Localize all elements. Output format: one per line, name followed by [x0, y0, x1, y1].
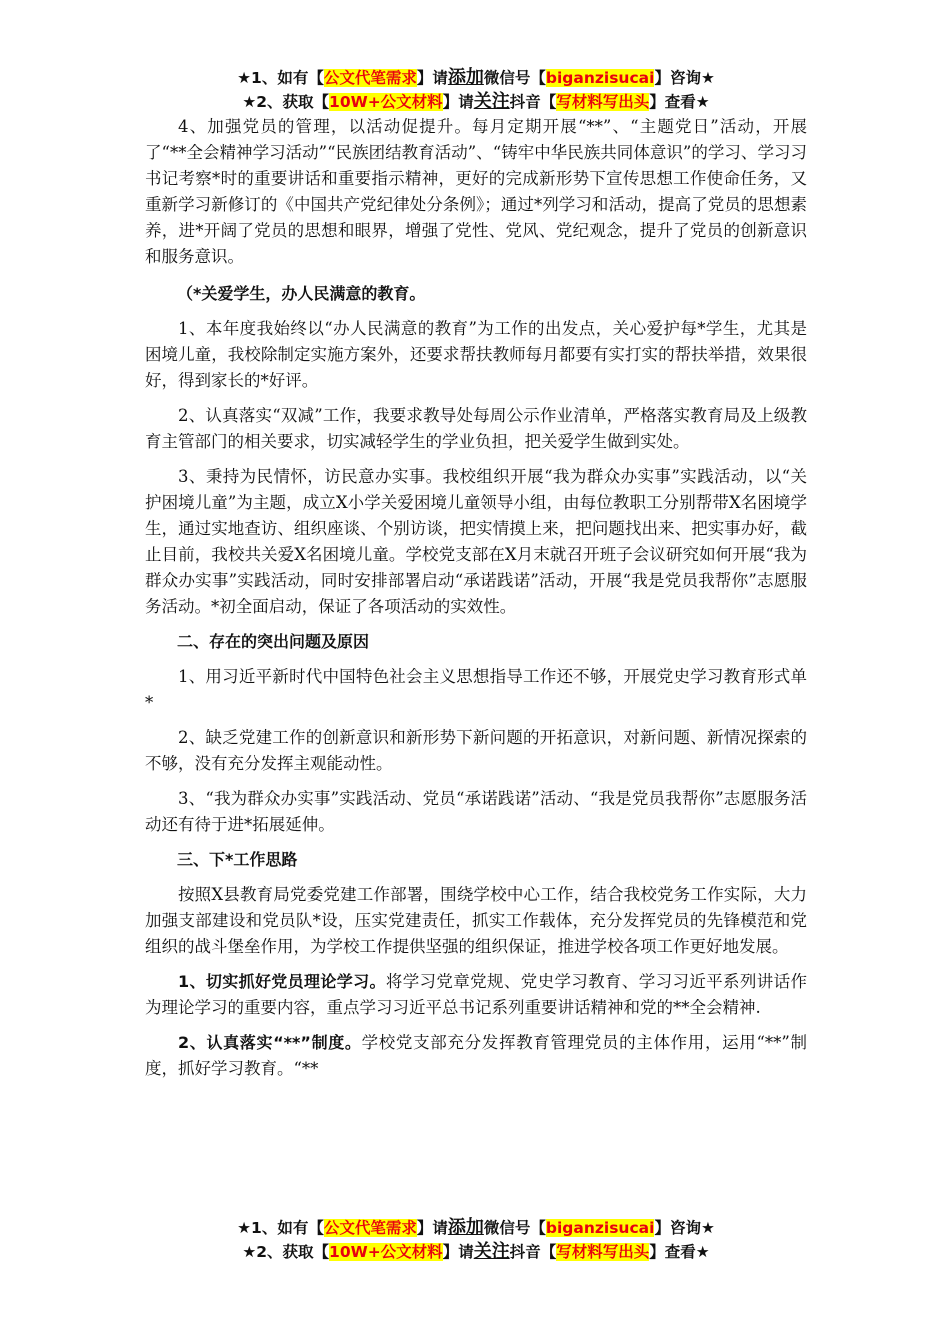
- paragraph: [145, 969, 807, 1021]
- promo-underline: 添加: [447, 67, 484, 88]
- paragraph: 2、缺乏党建工作的创新意识和新形势下新问题的开拓意识，对新问题、新情况探索的不够，没有充分发挥主观能动性。: [145, 728, 807, 773]
- promo-underline: 关注: [473, 1241, 510, 1262]
- paragraph: 1、本年度我始终以“办人民满意的教育”为工作的出发点，关心爱护每*学生，尤其是困境儿童，我校除制定实施方案外，还要求帮扶教师每月都要有实打实的帮扶举措，效果很好，得到家长的*好评。: [145, 319, 807, 390]
- paragraph: 3、秉持为民情怀，访民意办实事。我校组织开展“我为群众办实事”实践活动，以“关护困境儿童”为主题，成立X小学关爱困境儿童领导小组，由每位教职工分别帮带X名困境学生，通过实地查访、组织座谈、个别访谈，把实情摸上来，把问题找出来、把实事办好，截止目前，我校共关爱X名困境儿童。学校党支部在X月末就召开班子会议研究如何开展“我为群众办实事”实践活动，同时安排部署启动“承诺践诺”活动，开展“我是党员我帮你”志愿服务活动。*初全面启动，保证了各项活动的实效性。: [145, 467, 807, 616]
- paragraph: 按照X县教育局党委党建工作部署，围绕学校中心工作，结合我校党务工作实际，大力加强支部建设和党员队*设，压实党建责任，抓实工作载体，充分发挥党员的先锋模范和党组织的战斗堡垒作用，为学校工作提供坚强的组织保证，推进学校各项工作更好地发展。: [145, 885, 807, 956]
- promo-text: ★2、获取【: [242, 1243, 330, 1261]
- promo-banner-top: [145, 66, 807, 114]
- promo-underline: 关注: [473, 91, 510, 112]
- paragraph: 2、认真落实“双减”工作，我要求教导处每周公示作业清单，严格落实教育局及上级教育主管部门的相关要求，切实减轻学生的学业负担，把关爱学生做到实处。: [145, 406, 807, 451]
- promo-text: 】请: [416, 69, 448, 87]
- promo-text: 】查看★: [649, 93, 710, 111]
- promo-line-1: [145, 66, 807, 90]
- paragraph-lead: 1、切实抓好党员理论学习。: [178, 972, 386, 991]
- promo-highlight: biganzisucai: [545, 69, 655, 87]
- promo-text: 】咨询★: [654, 69, 715, 87]
- paragraph-body: 将学习党章党规、党史学习教育、学习习近平系列讲话作为理论学习的重要内容，重点学习习近平总书记系列重要讲话精神和党的**全会精神.: [145, 972, 807, 1017]
- promo-highlight: 写材料写出头: [556, 93, 650, 111]
- promo-line-1: [145, 1216, 807, 1240]
- promo-highlight: 10W+公文材料: [329, 1243, 443, 1261]
- promo-text: 抖音【: [509, 1243, 557, 1261]
- paragraph: 3、“我为群众办实事”实践活动、党员“承诺践诺”活动、“我是党员我帮你”志愿服务活动还有待于进*拓展延伸。: [145, 789, 807, 834]
- document-body: [145, 114, 807, 1082]
- promo-text: ★1、如有【: [237, 1219, 324, 1237]
- promo-text: ★1、如有【: [237, 69, 324, 87]
- promo-highlight: 10W+公文材料: [329, 93, 443, 111]
- paragraph-body: 学校党支部充分发挥教育管理党员的主体作用，运用“**”制度，抓好学习教育。“**: [145, 1033, 808, 1078]
- promo-highlight: 写材料写出头: [556, 1243, 650, 1261]
- promo-text: 微信号【: [483, 69, 546, 87]
- promo-text: 】查看★: [649, 1243, 710, 1261]
- promo-underline: 添加: [447, 1217, 484, 1238]
- promo-line-2: [145, 90, 807, 114]
- promo-line-2: [145, 1240, 807, 1264]
- section-heading: 二、存在的突出问题及原因: [177, 632, 370, 651]
- promo-text: 】请: [416, 1219, 448, 1237]
- promo-text: 】咨询★: [654, 1219, 715, 1237]
- section-heading: 三、下*工作思路: [177, 850, 298, 869]
- paragraph: 4、加强党员的管理，以活动促提升。每月定期开展“**”、“主题党日”活动，开展了“**全会精神学习活动”“民族团结教育活动”、“铸牢中华民族共同体意识”的学习、学习习书记考察*时的重要讲话和重要指示精神，更好的完成新形势下宣传思想工作使命任务，又重新学习新修订的《中国共产党纪律处分条例》；通过*列学习和活动，提高了党员的思想素养，进*开阔了党员的思想和眼界，增强了党性、党风、党纪观念，提升了党员的创新意识和服务意识。: [145, 117, 807, 266]
- promo-highlight: 公文代笔需求: [323, 69, 417, 87]
- document-page: [145, 66, 807, 1091]
- promo-text: 】请: [442, 1243, 474, 1261]
- promo-text: 】请: [442, 93, 474, 111]
- promo-text: 抖音【: [509, 93, 557, 111]
- promo-text: ★2、获取【: [242, 93, 330, 111]
- paragraph: [145, 1030, 807, 1082]
- paragraph-lead: 2、认真落实“**”制度。: [178, 1033, 362, 1052]
- section-heading: （*关爱学生，办人民满意的教育。: [177, 284, 426, 303]
- promo-text: 微信号【: [483, 1219, 546, 1237]
- paragraph: 1、用习近平新时代中国特色社会主义思想指导工作还不够，开展党史学习教育形式单*: [145, 667, 807, 712]
- promo-highlight: biganzisucai: [545, 1219, 655, 1237]
- promo-highlight: 公文代笔需求: [323, 1219, 417, 1237]
- promo-banner-bottom: [145, 1216, 807, 1264]
